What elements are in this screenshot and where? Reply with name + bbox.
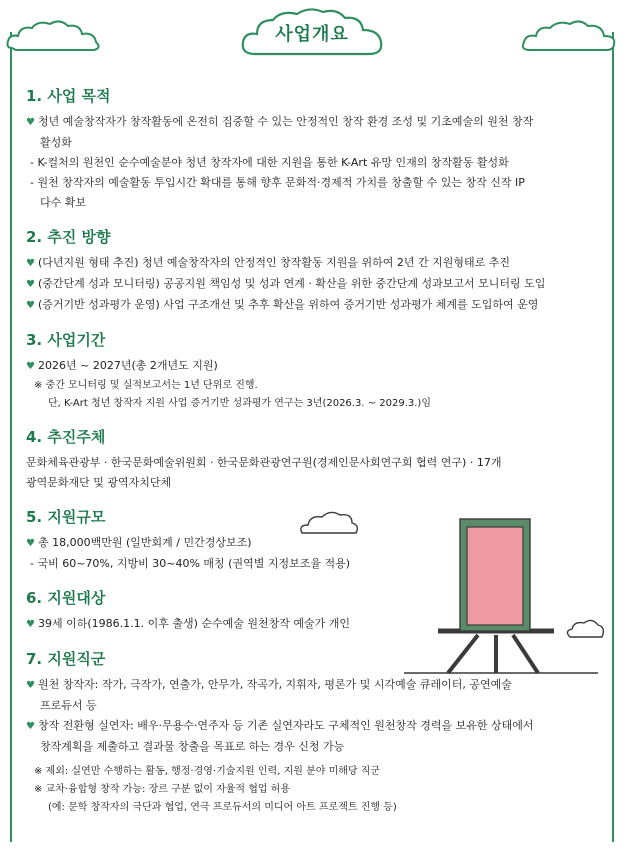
heart-icon: ♥ xyxy=(26,721,35,732)
heart-icon: ♥ xyxy=(26,538,35,549)
item-text-cont: 다수 확보 xyxy=(40,196,87,209)
heart-icon: ♥ xyxy=(26,680,35,691)
cloud-decoration-right xyxy=(510,14,622,56)
item-text-dash: - 원천 창작자의 예술활동 투입시간 확대를 통해 향후 문화적·경제적 가치를 창출할 수 있는 창작 신작 IP xyxy=(30,176,525,189)
note-text: (예: 문학 창작자의 극단과 협업, 연극 프로듀서의 미디어 아트 프로젝트 진행 등) xyxy=(48,802,397,813)
section-period xyxy=(26,330,606,413)
frame-left-line xyxy=(10,32,12,842)
content-area xyxy=(26,86,606,817)
note-text: ※ 교차·융합형 창작 가능: 장르 구분 없이 자율적 협업 허용 xyxy=(34,784,291,795)
note-text: ※ 제외: 실연만 수행하는 활동, 행정·경영·기술지원 인력, 지원 분야 미해당 직군 xyxy=(34,766,381,777)
heart-icon: ♥ xyxy=(26,619,35,630)
item-text: 문화체육관광부 · 한국문화예술위원회 · 한국문화관광연구원(경제인문사회연구회 협력 연구) · 17개 xyxy=(26,456,502,469)
section-heading: 5. 지원규모 xyxy=(26,508,106,526)
section-heading: 3. 사업기간 xyxy=(26,331,106,349)
section-heading: 6. 지원대상 xyxy=(26,589,106,607)
item-text: 창작 전환형 실연자: 배우·무용수·연주자 등 기존 실연자라도 구체적인 원천창작 경력을 보유한 상태에서 xyxy=(38,719,534,732)
item-text: (다년지원 형태 추진) 청년 예술창작자의 안정적인 창작활동 지원을 위하여 2년 간 지원형태로 추진 xyxy=(38,256,510,269)
heart-icon: ♥ xyxy=(26,117,35,128)
item-text-cont: 활성화 xyxy=(40,136,72,149)
item-text-dash: - K-컬처의 원천인 순수예술분야 청년 창작자에 대한 지원을 통한 K-Art 유망 인재의 창작활동 활성화 xyxy=(30,156,509,169)
section-heading: 2. 추진 방향 xyxy=(26,228,111,246)
section-heading: 4. 추진주체 xyxy=(26,428,106,446)
heart-icon: ♥ xyxy=(26,300,35,311)
note-text: ※ 중간 모니터링 및 실적보고서는 1년 단위로 진행. xyxy=(34,380,258,391)
section-agency xyxy=(26,427,606,493)
heart-icon: ♥ xyxy=(26,361,35,372)
heart-icon: ♥ xyxy=(26,279,35,290)
item-text: (증거기반 성과평가 운영) 사업 구조개선 및 추후 확산을 위하여 증거기반 성과평가 체계를 도입하여 운영 xyxy=(38,298,539,311)
note-text: 단, K-Art 청년 창작자 지원 사업 증거기반 성과평가 연구는 3년(2026.3. ~ 2029.3.)임 xyxy=(48,398,431,409)
item-text-cont: 프로듀서 등 xyxy=(40,699,97,712)
item-text: 광역문화재단 및 광역자치단체 xyxy=(26,476,172,489)
section-direction xyxy=(26,227,606,316)
item-text: 원천 창작자: 작가, 극작가, 연출가, 안무가, 작곡가, 지휘자, 평론가 및 시각예술 큐레이터, 공연예술 xyxy=(38,678,512,691)
frame-right-line xyxy=(612,32,614,842)
section-heading: 1. 사업 목적 xyxy=(26,87,111,105)
heart-icon: ♥ xyxy=(26,258,35,269)
item-text: 2026년 ~ 2027년(총 2개년도 지원) xyxy=(38,359,218,372)
easel-illustration xyxy=(298,505,608,677)
section-purpose xyxy=(26,86,606,213)
page-title: 사업개요 xyxy=(275,24,349,45)
section-heading: 7. 지원직군 xyxy=(26,650,106,668)
item-text: 총 18,000백만원 (일반회계 / 민간경상보조) xyxy=(38,536,252,549)
item-text: 청년 예술창작자가 창작활동에 온전히 집중할 수 있는 안정적인 창작 환경 조성 및 기초예술의 원천 창작 xyxy=(38,115,534,128)
item-text-cont: 창작계획을 제출하고 결과물 창출을 목표로 하는 경우 신청 가능 xyxy=(40,740,345,753)
item-text-dash: - 국비 60~70%, 지방비 30~40% 매칭 (권역별 지정보조율 적용) xyxy=(30,557,350,570)
item-text: (중간단계 성과 모니터링) 공공지원 책임성 및 성과 연계 · 확산을 위한 중간단계 성과보고서 모니터링 도입 xyxy=(38,277,546,290)
cloud-decoration-left xyxy=(4,14,114,56)
item-text: 39세 이하(1986.1.1. 이후 출생) 순수예술 원천창작 예술가 개인 xyxy=(38,617,351,630)
